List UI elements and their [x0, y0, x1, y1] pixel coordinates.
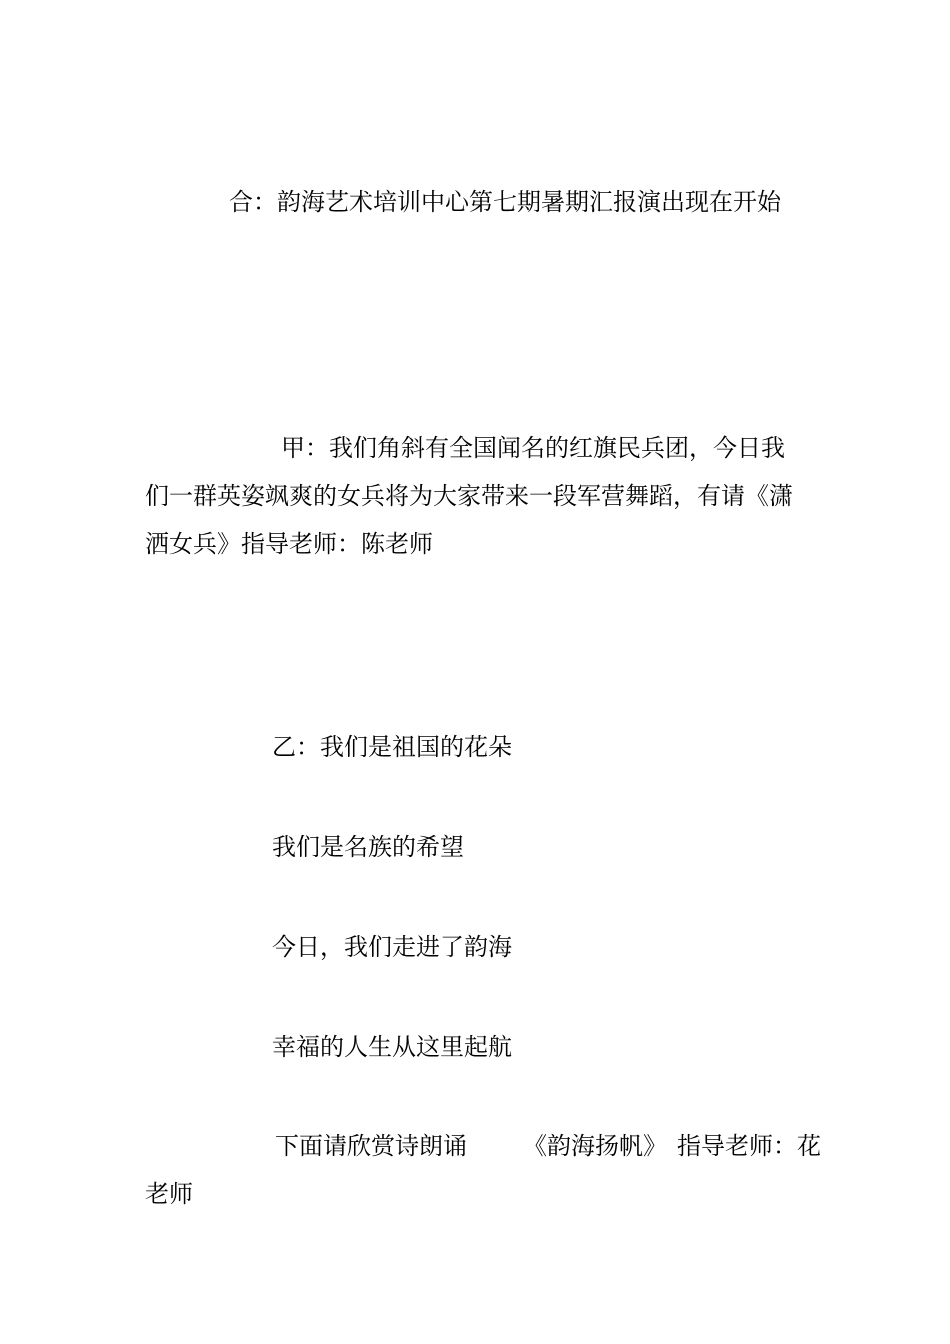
recitation-paragraph: [145, 1122, 835, 1218]
poem-line-2: 我们是名族的希望: [272, 833, 464, 861]
poem-line-3: 今日，我们走进了韵海: [272, 933, 512, 961]
recitation-intro: 下面请欣赏诗朗诵: [275, 1132, 467, 1160]
poem-line-4: 幸福的人生从这里起航: [272, 1033, 512, 1061]
jia-paragraph: 甲：我们角斜有全国闻名的红旗民兵团，今日我们一群英姿飒爽的女兵将为大家带来一段军营舞蹈，有请《潇洒女兵》指导老师：陈老师: [145, 434, 793, 558]
recitation-title: 《韵海扬帆》: [523, 1132, 667, 1160]
poem-line-1: 乙：我们是祖国的花朵: [272, 733, 512, 761]
recitation-teacher: 指导老师：花老师: [145, 1132, 821, 1208]
opening-paragraph: 合：韵海艺术培训中心第七期暑期汇报演出现在开始: [229, 188, 781, 216]
